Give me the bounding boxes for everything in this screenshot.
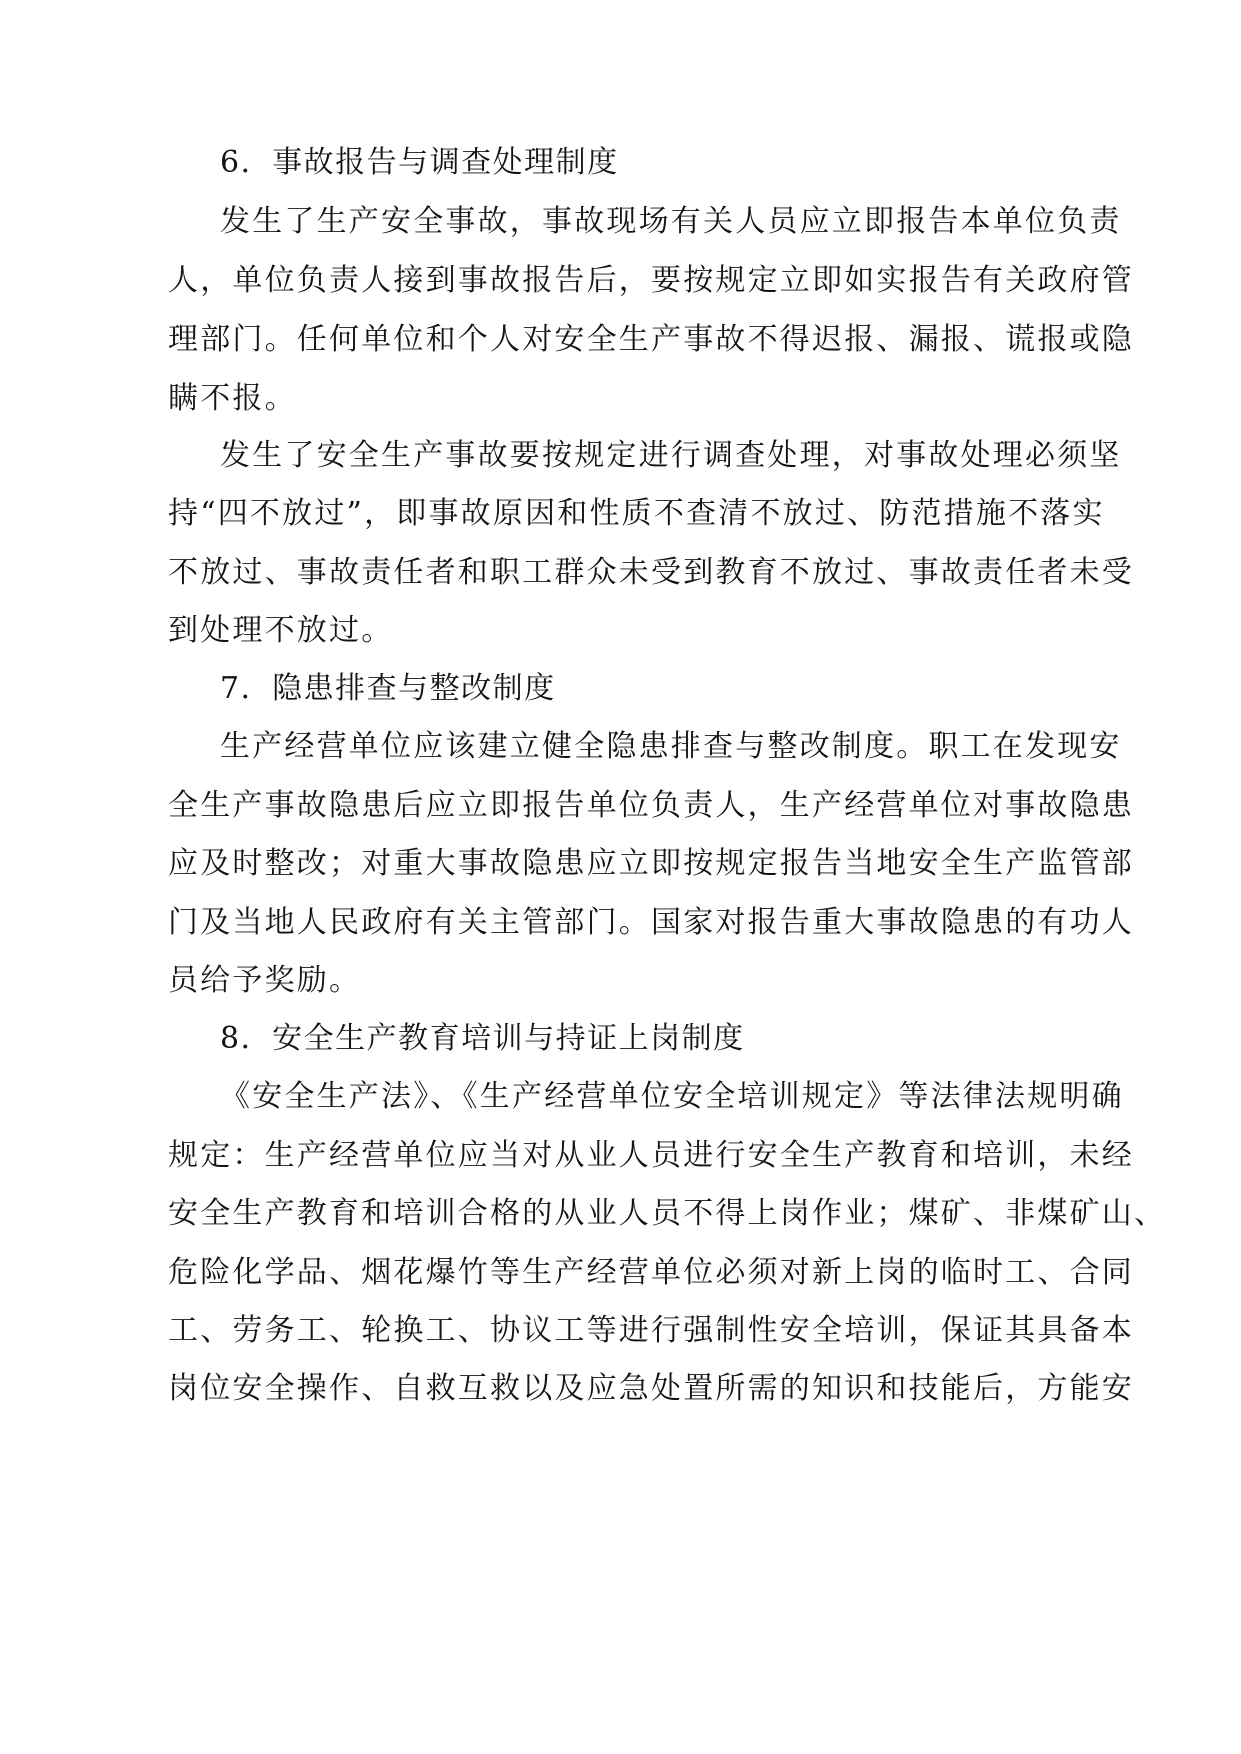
paragraph-line: 发生了生产安全事故，事故现场有关人员应立即报告本单位负责 [220,204,1122,239]
paragraph-line: 门及当地人民政府有关主管部门。国家对报告重大事故隐患的有功人 [168,905,1134,940]
paragraph-line: 安全生产教育和培训合格的从业人员不得上岗作业；煤矿、非煤矿山、 [168,1196,1167,1231]
paragraph-line: 瞒不报。 [168,381,297,416]
paragraph-line: 理部门。任何单位和个人对安全生产事故不得迟报、漏报、谎报或隐 [168,322,1134,357]
paragraph-line: 应及时整改；对重大事故隐患应立即按规定报告当地安全生产监管部 [168,846,1134,881]
paragraph-line: 《安全生产法》、《生产经营单位安全培训规定》等法律法规明确 [220,1079,1124,1114]
section-heading-8: 8．安全生产教育培训与持证上岗制度 [220,1021,745,1056]
paragraph-line: 人，单位负责人接到事故报告后，要按规定立即如实报告有关政府管 [168,263,1134,298]
paragraph-line: 不放过、事故责任者和职工群众未受到教育不放过、事故责任者未受 [168,555,1134,590]
section-heading-6: 6．事故报告与调查处理制度 [220,145,619,180]
paragraph-line: 规定：生产经营单位应当对从业人员进行安全生产教育和培训，未经 [168,1138,1134,1173]
paragraph-line: 生产经营单位应该建立健全隐患排查与整改制度。职工在发现安 [220,729,1122,764]
paragraph-line: 发生了安全生产事故要按规定进行调查处理，对事故处理必须坚 [220,438,1122,473]
paragraph-line: 全生产事故隐患后应立即报告单位负责人，生产经营单位对事故隐患 [168,788,1134,823]
paragraph-line: 到处理不放过。 [168,613,394,648]
paragraph-line: 岗位安全操作、自救互救以及应急处置所需的知识和技能后，方能安 [168,1371,1134,1406]
paragraph-line: 持“四不放过”，即事故原因和性质不查清不放过、防范措施不落实 [168,496,1105,531]
paragraph-line: 员给予奖励。 [168,963,362,998]
section-heading-7: 7．隐患排查与整改制度 [220,671,556,706]
paragraph-line: 工、劳务工、轮换工、协议工等进行强制性安全培训，保证其具备本 [168,1313,1134,1348]
paragraph-line: 危险化学品、烟花爆竹等生产经营单位必须对新上岗的临时工、合同 [168,1255,1134,1290]
